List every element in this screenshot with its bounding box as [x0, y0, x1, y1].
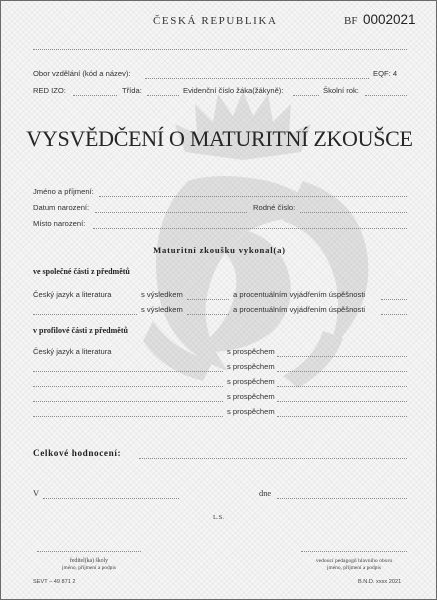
right-signature-title: vedoucí pedagogů hlavního oboru	[315, 558, 393, 564]
date-dotted-line[interactable]	[277, 498, 407, 499]
birth-number-label: Rodné číslo:	[253, 203, 296, 212]
profile-grade-label-1: s prospěchem	[227, 347, 275, 356]
place-dotted-line[interactable]	[43, 498, 179, 499]
profile-grade-label-4: s prospěchem	[227, 392, 275, 401]
name-dotted-line[interactable]	[99, 196, 407, 197]
eqf-label: EQF: 4	[373, 69, 398, 78]
profile-grade-label-2: s prospěchem	[227, 362, 275, 371]
name-label: Jméno a příjmení:	[33, 187, 94, 196]
right-signature-sub: jméno, příjmení a podpis	[327, 565, 381, 571]
evidencni-label: Evidenční číslo žáka(žákyně):	[183, 86, 284, 95]
serial-number: 0002021	[363, 12, 416, 27]
common-result-label-2: s výsledkem	[141, 305, 183, 314]
top-dotted-line	[33, 49, 407, 50]
profile-subject-label: Český jazyk a literatura	[33, 347, 112, 356]
lion-emblem-icon	[93, 71, 393, 391]
place-label: V	[33, 489, 40, 498]
common-subject2-dotted-line[interactable]	[33, 314, 137, 315]
common-part-heading: ve společné části z předmětů	[33, 267, 130, 276]
profile-grade-dotted-line-3[interactable]	[277, 386, 407, 387]
profile-grade-dotted-line-5[interactable]	[277, 416, 407, 417]
seal-place-label: L.S.	[213, 514, 224, 521]
field-dotted-line[interactable]	[145, 78, 369, 79]
common-percent-dotted-line[interactable]	[381, 299, 407, 300]
profile-subject-dotted-line-4[interactable]	[33, 401, 223, 402]
trida-dotted-line[interactable]	[147, 95, 179, 96]
document-title: VYSVĚDČENÍ O MATURITNÍ ZKOUŠCE	[26, 126, 413, 151]
profile-grade-dotted-line-2[interactable]	[277, 371, 407, 372]
overall-evaluation-dotted-line[interactable]	[139, 458, 407, 459]
birth-place-dotted-line[interactable]	[93, 228, 407, 229]
profile-subject-dotted-line-2[interactable]	[33, 371, 223, 372]
birth-date-label: Datum narození:	[33, 203, 90, 212]
common-subject-label: Český jazyk a literatura	[33, 290, 112, 299]
exam-heading: Maturitní zkoušku vykonal(a)	[153, 245, 286, 255]
common-percent-label: a procentuálním vyjádřením úspěšnosti	[233, 290, 366, 299]
profile-grade-dotted-line-4[interactable]	[277, 401, 407, 402]
country-name: ČESKÁ REPUBLIKA	[153, 15, 278, 27]
evidencni-dotted-line[interactable]	[293, 95, 319, 96]
trida-label: Třída:	[122, 86, 142, 95]
right-signature-line[interactable]	[301, 551, 407, 552]
skolni-rok-dotted-line[interactable]	[365, 95, 407, 96]
left-signature-line[interactable]	[37, 551, 141, 552]
profile-part-heading: v profilové části z předmětů	[33, 326, 128, 335]
profile-grade-dotted-line-1[interactable]	[277, 356, 407, 357]
profile-grade-label-5: s prospěchem	[227, 407, 275, 416]
profile-grade-label-3: s prospěchem	[227, 377, 275, 386]
date-label: dne	[259, 489, 272, 498]
footer-right-code: B.N.D. xxxx 2021	[358, 579, 402, 585]
profile-subject-dotted-line-5[interactable]	[33, 416, 223, 417]
left-signature-title: ředitel(ka) školy	[69, 558, 109, 564]
profile-subject-dotted-line-3[interactable]	[33, 386, 223, 387]
serial-prefix: BF	[344, 15, 358, 27]
common-percent-label-2: a procentuálním vyjádřením úspěšnosti	[233, 305, 366, 314]
birth-number-dotted-line[interactable]	[300, 212, 407, 213]
common-result-dotted-line-2[interactable]	[187, 314, 229, 315]
common-result-label: s výsledkem	[141, 290, 183, 299]
birth-place-label: Místo narození:	[33, 219, 86, 228]
left-signature-sub: jméno, příjmení a podpis	[62, 565, 116, 571]
overall-evaluation-label: Celkové hodnocení:	[33, 448, 122, 458]
red-izo-label: RED IZO:	[33, 86, 66, 95]
birth-date-dotted-line[interactable]	[95, 212, 247, 213]
common-result-dotted-line[interactable]	[187, 299, 229, 300]
common-percent-dotted-line-2[interactable]	[381, 314, 407, 315]
skolni-rok-label: Školní rok:	[323, 86, 359, 95]
field-label: Obor vzdělání (kód a název):	[33, 69, 131, 78]
footer-left-code: SEVT – 49 871 2	[33, 579, 76, 585]
red-izo-dotted-line[interactable]	[73, 95, 117, 96]
